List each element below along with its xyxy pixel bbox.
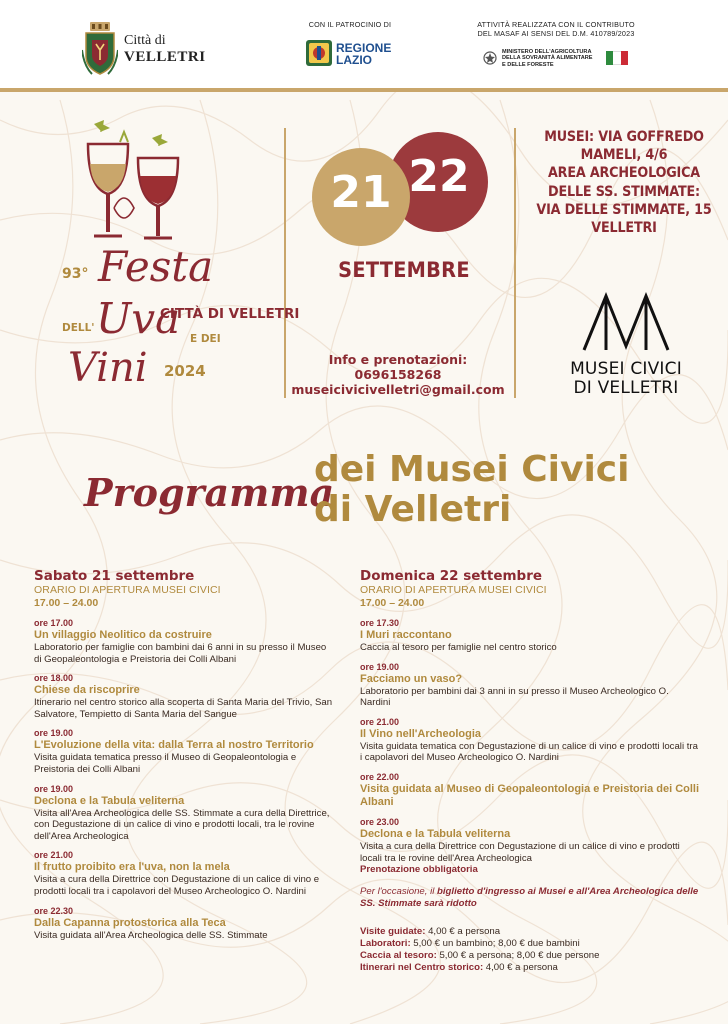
musei-civici-logo-icon [576, 290, 676, 354]
saturday-event-6 [34, 905, 334, 942]
reduced-ticket-notice [360, 886, 700, 910]
event-description: Visita guidata all'Area Archeologica delle SS. Stimmate [34, 929, 268, 941]
sunday-event-2 [360, 661, 700, 709]
event-time: ore 23.00 [360, 816, 400, 827]
event-title: Chiese da riscoprire [34, 684, 140, 697]
musei-title [314, 450, 629, 530]
event-time: ore 22.30 [34, 905, 74, 916]
price-label: Laboratori: [360, 937, 411, 949]
musei-title-line1: dei Musei Civici [314, 449, 630, 490]
price-label: Visite guidate: [360, 926, 426, 938]
notice-bold: biglietto d'ingresso ai Musei e all'Area Archeologica delle SS. Stimmate sarà ridotto [360, 886, 699, 910]
region-line1: REGIONE [336, 41, 392, 55]
price-value: 5,00 € a persona; 8,00 € due persone [436, 949, 600, 961]
date-day-22: 22 [408, 151, 470, 202]
event-description: Laboratorio per famiglie con bambini dai 6 anni in su presso il Museo di Geopaleontologia e Preistoria dei Colli Albani [34, 642, 327, 665]
event-description: Visita all'Area Archeologica delle SS. Stimmate a cura della Direttrice, con Degustazione di un calice di vino e prodotti locali, tra le rovine dell'Area Archeologica [34, 807, 330, 842]
saturday-event-2 [34, 672, 334, 720]
event-title: Declona e la Tabula veliterna [34, 794, 185, 807]
edition-number: 93° [62, 266, 89, 282]
event-time: ore 22.00 [360, 771, 400, 782]
musei-logo-text [546, 360, 706, 398]
saturday-event-1 [34, 617, 334, 665]
saturday-subtitle: ORARIO DI APERTURA MUSEI CIVICI [34, 584, 221, 596]
event-title: Dalla Capanna protostorica alla Teca [34, 916, 226, 929]
sunday-column [360, 568, 700, 973]
uva-word: Uva [96, 294, 181, 343]
ministry-line2: DELLA SOVRANITÀ ALIMENTARE [502, 55, 593, 62]
musei-logo-line2: DI VELLETRI [573, 378, 679, 398]
booking-required-note: Prenotazione obbligatoria [360, 864, 478, 876]
sunday-event-3 [360, 716, 700, 764]
event-description: Caccia al tesoro per famiglie nel centro storico [360, 642, 557, 653]
price-row [360, 926, 700, 938]
saturday-column [34, 568, 334, 941]
e-dei-word: E DEI [190, 333, 221, 345]
info-phone[interactable]: 0696158268 [354, 367, 442, 382]
event-time: ore 19.00 [360, 661, 400, 672]
location-line5: VIA DELLE STIMMATE, 15 [536, 201, 712, 218]
info-label: Info e prenotazioni: [328, 352, 468, 367]
ministry-line1: MINISTERO DELL'AGRICOLTURA [502, 49, 592, 55]
location-line3: AREA ARCHEOLOGICA [547, 165, 701, 182]
price-list [360, 926, 700, 973]
sunday-title: Domenica 22 settembre [360, 568, 543, 584]
sunday-event-4 [360, 771, 700, 809]
regione-lazio-logo-icon [306, 40, 332, 66]
sunday-event-5 [360, 816, 700, 876]
sunday-hours: 17.00 – 24.00 [360, 597, 425, 609]
location-block [536, 128, 712, 237]
event-time: ore 21.00 [34, 850, 74, 861]
month-label: SETTEMBRE [338, 258, 470, 282]
price-value: 5,00 € un bambino; 8,00 € due bambini [410, 937, 580, 949]
event-title: Un villaggio Neolitico da costruire [34, 629, 212, 641]
musei-logo-line1: MUSEI CIVICI [570, 359, 682, 379]
ministry-line3: E DELLE FORESTE [502, 61, 554, 68]
city-prefix: Città di [124, 33, 166, 48]
event-title: Il frutto proibito era l'uva, non la mela [34, 861, 230, 874]
festival-city-line: CITTÀ DI VELLETRI [160, 306, 300, 322]
event-description: Visita guidata tematica presso il Museo di Geopaleontologia e Preistoria dei Colli Albani [34, 752, 297, 775]
location-line6: VELLETRI [591, 220, 657, 237]
notice-prefix: Per l'occasione, il [360, 886, 438, 898]
event-time: ore 19.00 [34, 783, 74, 794]
event-time: ore 17.00 [34, 618, 74, 628]
saturday-event-5 [34, 849, 334, 897]
dell-word: DELL' [62, 322, 95, 334]
event-description: Itinerario nel centro storico alla scoperta di Santa Maria del Trivio, San Salvatore, Tempietto di Santa Maria del Sangue [34, 697, 333, 720]
musei-title-line2: di Velletri [314, 489, 512, 530]
event-description: Visita guidata tematica con Degustazione di un calice di vino e prodotti locali tra i capolavori del Museo Archeologico O. Nardini [360, 740, 698, 764]
saturday-event-3 [34, 727, 334, 775]
location-line2: MAMELI, 4/6 [580, 147, 668, 164]
event-title: I Muri raccontano [360, 629, 452, 641]
date-day-21: 21 [330, 167, 392, 218]
event-title: L'Evoluzione della vita: dalla Terra al nostro Territorio [34, 739, 314, 752]
contribution-line1: ATTIVITÀ REALIZZATA CON IL CONTRIBUTO [477, 20, 635, 29]
price-row [360, 950, 700, 962]
italian-flag-icon [606, 51, 628, 65]
festival-year: 2024 [164, 362, 206, 380]
header-divider [0, 88, 728, 92]
info-email[interactable]: museicivicivelletri@gmail.com [291, 382, 505, 397]
event-description: Visita a cura della Direttrice con Degustazione di un calice di vino e prodotti locali tra le rovine dell'Area Archeologica [360, 840, 680, 864]
saturday-event-4 [34, 783, 334, 843]
patronage-label: CON IL PATROCINIO DI [308, 20, 392, 29]
event-time: ore 17.30 [360, 618, 400, 628]
programma-title: Programma [84, 470, 335, 515]
italian-emblem-icon [483, 50, 497, 66]
event-title: Visita guidata al Museo di Geopaleontologia e Preistoria dei Colli Albani [360, 782, 700, 808]
saturday-title: Sabato 21 settembre [34, 568, 195, 584]
info-block [290, 352, 506, 397]
price-value: 4,00 € a persona [483, 961, 558, 973]
price-value: 4,00 € a persona [425, 926, 501, 938]
location-line1: MUSEI: VIA GOFFREDO [544, 129, 704, 145]
event-description: Laboratorio per bambini dai 3 anni in su presso il Museo Archeologico O. Nardini [360, 685, 669, 709]
contribution-text [452, 20, 660, 38]
price-label: Itinerari nel Centro storico: [360, 961, 484, 973]
region-name [336, 42, 391, 66]
vini-word: Vini [68, 345, 148, 391]
event-title: Il Vino nell'Archeologia [360, 727, 481, 740]
divider-left [284, 128, 286, 398]
event-time: ore 19.00 [34, 728, 74, 739]
price-row [360, 938, 700, 950]
location-line4: DELLE SS. STIMMATE: [548, 183, 700, 200]
price-label: Caccia al tesoro: [360, 949, 437, 961]
sunday-event-1 [360, 617, 700, 654]
event-title: Facciamo un vaso? [360, 672, 463, 685]
velletri-crest-icon [82, 22, 118, 76]
saturday-hours: 17.00 – 24.00 [34, 597, 99, 609]
festa-word: Festa [98, 242, 214, 291]
event-time: ore 18.00 [34, 673, 74, 684]
event-title: Declona e la Tabula veliterna [360, 827, 511, 840]
ministry-name [502, 49, 593, 68]
sunday-subtitle: ORARIO DI APERTURA MUSEI CIVICI [360, 584, 547, 596]
wine-glasses-icon [80, 118, 190, 248]
city-name-block [124, 32, 206, 66]
event-time: ore 21.00 [360, 716, 400, 727]
event-description: Visita a cura della Direttrice con Degustazione di un calice di vino e prodotti locali tra i capolavori del Museo Archeologico O. Nardini [34, 874, 320, 897]
contribution-line2: DEL MASAF AI SENSI DEL D.M. 410789/2023 [477, 29, 635, 38]
price-row [360, 962, 700, 974]
divider-right [514, 128, 516, 398]
city-name: VELLETRI [124, 49, 206, 65]
region-line2: LAZIO [336, 53, 372, 67]
